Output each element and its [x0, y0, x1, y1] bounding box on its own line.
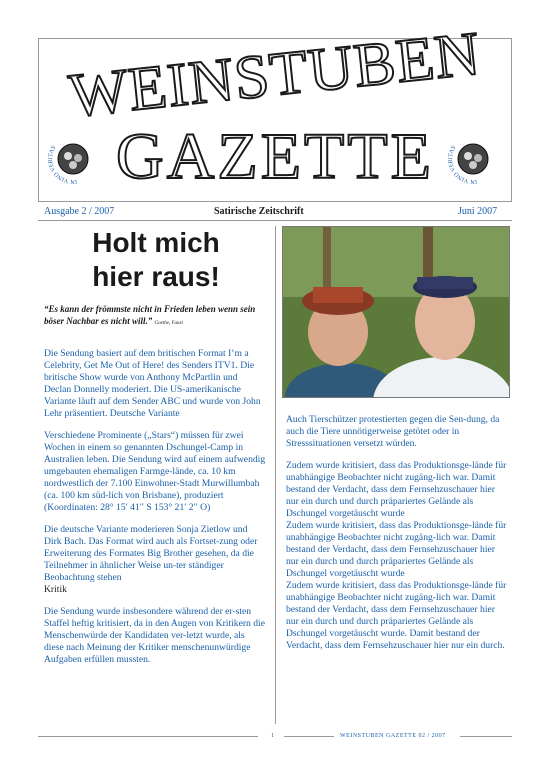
- issue-number: Ausgabe 2 / 2007: [44, 206, 115, 217]
- right-column: [286, 414, 508, 652]
- article-headline: [44, 226, 268, 294]
- paragraph: Zudem wurde kritisiert, dass das Produktionsge-lände für unabhängige Beobachter nicht zugäng-lich war. Damit bestand der Verdacht, dass dem Fernsehzuschauer hier nur ein durch und durch präpariertes Gelände als Dschungel vorgetäuscht wurde. Damit bestand der Verdacht, dass dem Fernsehzuschauer hier nur ein durch.: [286, 580, 507, 651]
- article-photo: [282, 226, 510, 398]
- wine-emblem-icon: [446, 132, 500, 186]
- footer-rule-mid: [284, 736, 334, 737]
- quote-text: “Es kann der frömmste nicht in Frieden leben wenn sein böser Nachbar es nicht will.”: [44, 304, 256, 326]
- paragraph: Zudem wurde kritisiert, dass das Produktionsge-lände für unabhängige Beobachter nicht zugäng-lich war. Damit bestand der Verdacht, dass dem Fernsehzuschauer hier nur ein durch und durch präpariertes Gelände als Dschungel vorgetäuscht wurde: [286, 520, 507, 579]
- epigraph-quote: [44, 303, 268, 330]
- quote-attribution: Goethe, Faust: [154, 321, 183, 326]
- footer-rule-left: [38, 736, 258, 737]
- issue-date: Juni 2007: [458, 206, 498, 217]
- footer-rule-right: [460, 736, 512, 737]
- paragraph: Die deutsche Variante moderieren Sonja Zietlow und Dirk Bach. Das Format wird auch als Fortset-zung oder Erweiterung des Formates Big Brother gesehen, da die Teilnehmer in ähnlicher Weise un-ter ständiger Beobachtung stehen: [44, 524, 258, 583]
- photo-image: [283, 227, 509, 397]
- paragraph: Verschiedene Prominente („Stars“) müssen für zwei Wochen in einem so genannten Dschungel-Camp in Australien leben. Die Sendung wird auf einem aufwendig umgebauten ehemaligen Farmge-lände, ca. 10 km nordwestlich der 7.100 Einwohner-Stadt Murwillumbah (ca. 100 km süd-lich von Brisbane), produziert (Koordinaten: 28° 15′ 41′′ S 153° 21′ 2′′ O): [44, 430, 266, 513]
- emblem-motto-right: IN VINO VERITAS: [447, 144, 478, 185]
- column-divider: [275, 226, 276, 724]
- headline-line1: Holt mich: [92, 227, 220, 258]
- paragraph: Zudem wurde kritisiert, dass das Produktionsge-lände für unabhängige Beobachter nicht zugäng-lich war. Damit bestand der Verdacht, dass dem Fernsehzuschauer hier nur ein durch und durch präpariertes Gelände als Dschungel vorgetäuscht wurde: [286, 460, 507, 519]
- emblem-motto-left: IN VINO VERITAS: [47, 144, 78, 185]
- paragraph: Die Sendung basiert auf dem britischen Format I’m a Celebrity, Get Me Out of Here! des Senders ITV1. Die britische Show wurde von Anthony McPartlin und Declan Donnelly moderiert. Die US-amerikanische Variante läuft auf dem Sender ABC und wurde von John Lehr präsentiert. Deutsche Variante: [44, 348, 261, 419]
- header-rule: [38, 220, 512, 221]
- paragraph: Die Sendung wurde insbesondere während der er-sten Staffel heftig kritisiert, da in den Augen von Kritikern die Menschenwürde der Kandidaten ver-letzt wurde, als diese nach Meinung der Kritiker menschenunwürdige Aufgaben erfüllen mussten.: [44, 606, 265, 665]
- left-column: [44, 348, 266, 676]
- paragraph: Auch Tierschützer protestierten gegen die Sen-dung, da auch die Tiere unnötigerweise getötet oder in Stresssituationen versetzt würden.: [286, 414, 500, 449]
- tagline: Satirische Zeitschrift: [214, 206, 304, 217]
- footer-running-title: WEINSTUBEN GAZETTE 02 / 2007: [340, 733, 446, 739]
- masthead-title-line2: GAZETTE: [116, 120, 434, 193]
- headline-line2: hier raus!: [92, 261, 220, 292]
- masthead-title-line1: WEINSTUBEN: [66, 19, 484, 131]
- page-number: 1: [271, 733, 275, 739]
- wine-emblem-icon: [46, 132, 100, 186]
- section-heading: Kritik: [44, 584, 67, 595]
